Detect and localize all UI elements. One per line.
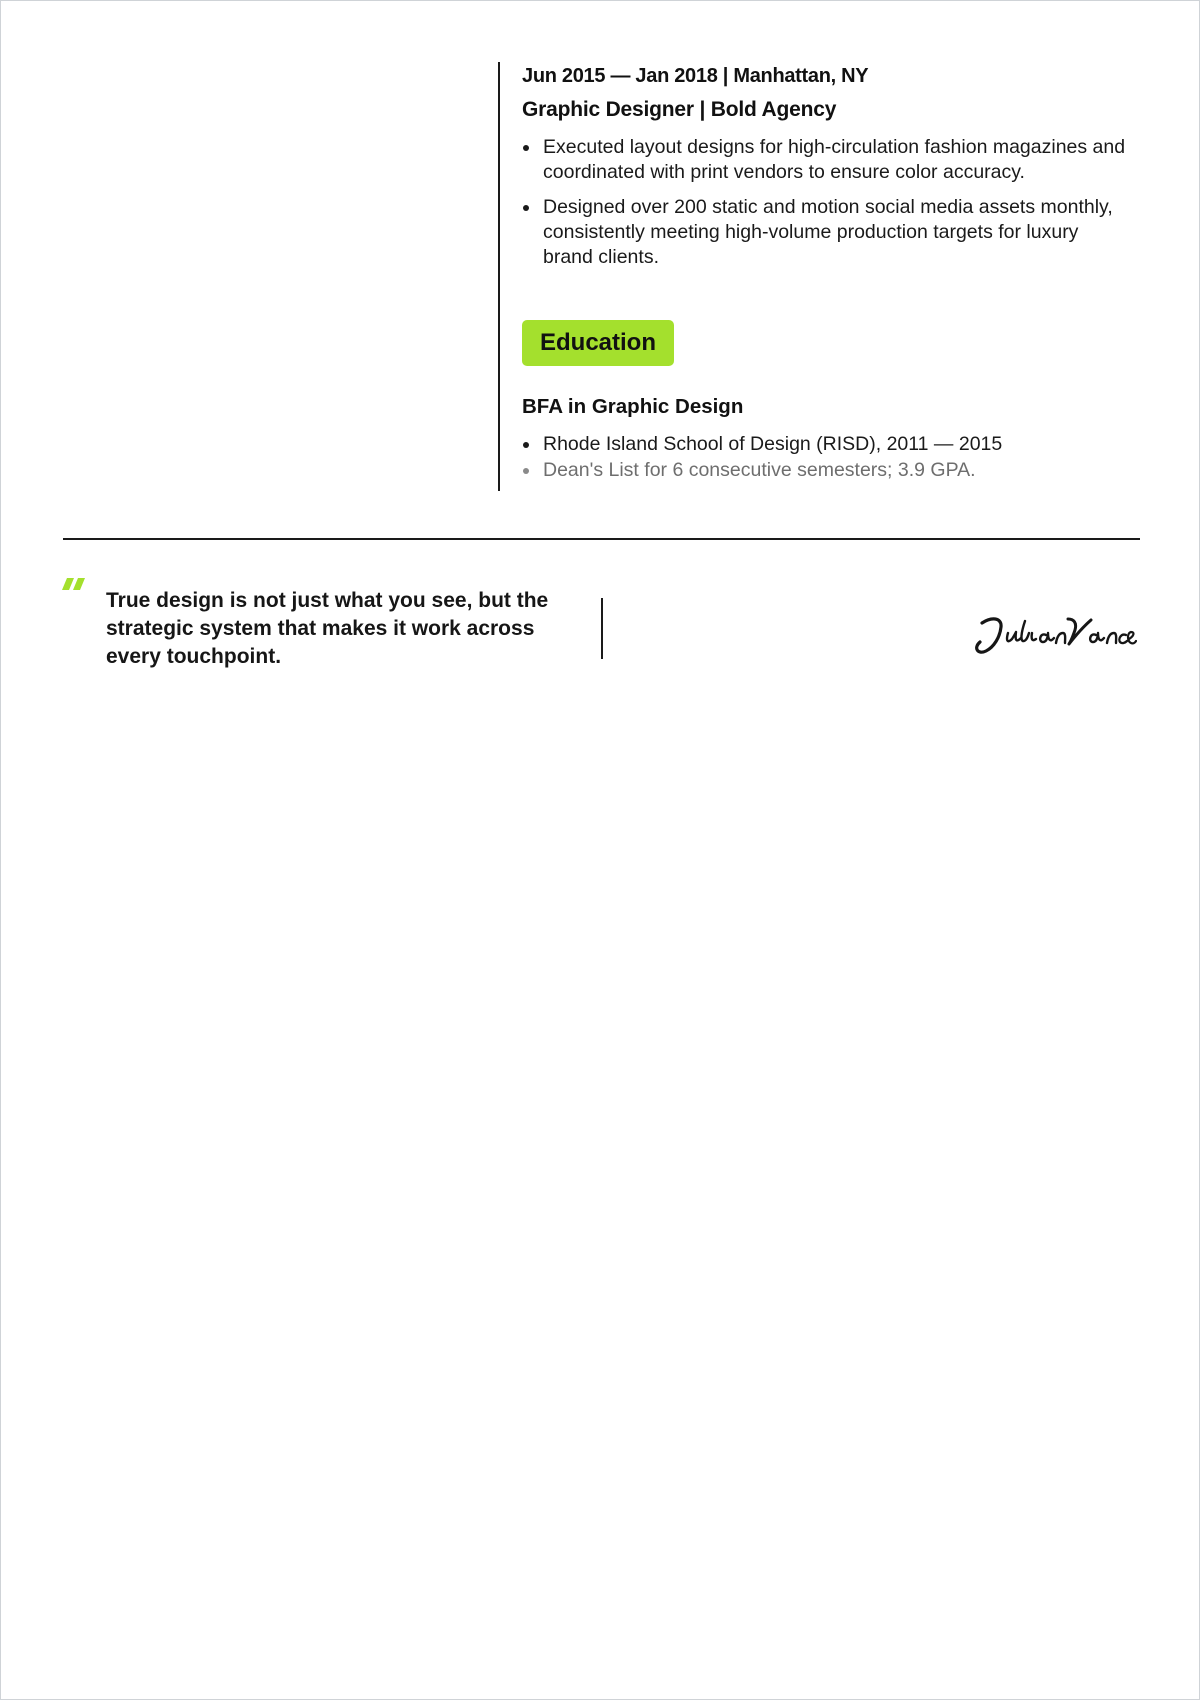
- education-heading: Education: [522, 320, 674, 366]
- section-divider: [63, 538, 1140, 540]
- footer-divider: [601, 598, 603, 659]
- signature: [967, 605, 1137, 661]
- degree-title: BFA in Graphic Design: [522, 395, 744, 418]
- job-bullet: Executed layout designs for high-circulation fashion magazines and coordinated with print vendors to ensure color accuracy.: [522, 135, 1132, 185]
- job-date-location: Jun 2015 — Jan 2018 | Manhattan, NY: [522, 65, 869, 87]
- education-item: Dean's List for 6 consecutive semesters; 3.9 GPA.: [522, 458, 1132, 483]
- job-bullets: [522, 135, 1132, 270]
- education-list: [522, 432, 1132, 483]
- education-item: Rhode Island School of Design (RISD), 2011 — 2015: [522, 432, 1132, 457]
- quote-icon: [62, 575, 88, 597]
- experience-and-education: [522, 62, 1132, 484]
- job-title: Graphic Designer | Bold Agency: [522, 98, 837, 121]
- footer-quote: True design is not just what you see, but the strategic system that makes it work across every touchpoint.: [106, 589, 549, 668]
- job-bullet: Designed over 200 static and motion social media assets monthly, consistently meeting high-volume production targets for luxury brand clients.: [522, 195, 1132, 270]
- right-column: [498, 62, 1140, 491]
